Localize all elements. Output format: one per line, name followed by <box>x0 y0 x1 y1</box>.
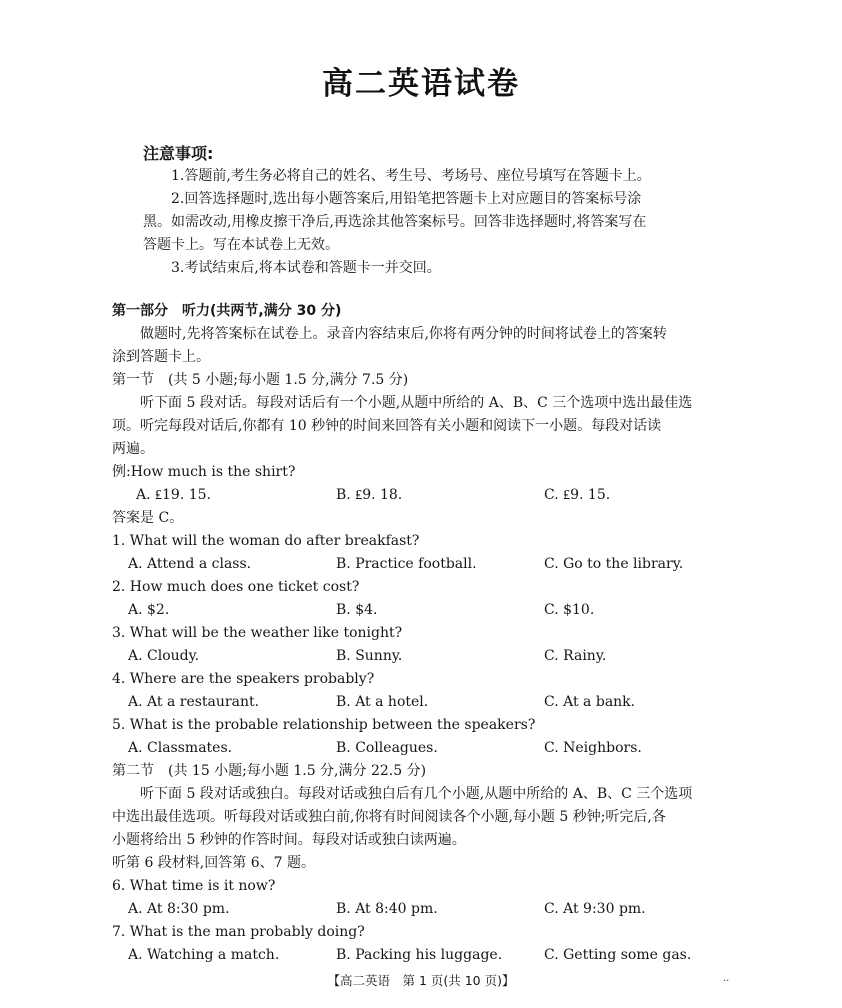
question-2: 2. How much does one ticket cost? <box>112 579 360 595</box>
section1-intro-line: 听下面 5 段对话。每段对话后有一个小题,从题中所给的 A、B、C 三个选项中选出最佳选 <box>140 395 693 411</box>
option-c: C. ₤9. 15. <box>544 487 611 503</box>
material-instruction: 听第 6 段材料,回答第 6、7 题。 <box>112 855 315 871</box>
question-6-options <box>112 898 734 921</box>
option-c: C. At 9:30 pm. <box>544 901 646 917</box>
option-b: B. Sunny. <box>336 648 403 664</box>
exam-body <box>112 300 734 967</box>
instruction-line: 1.答题前,考生务必将自己的姓名、考生号、考场号、座位号填写在答题卡上。 <box>171 168 651 184</box>
question-4-options <box>112 691 734 714</box>
exam-title: 高二英语试卷 <box>322 66 520 102</box>
option-a: A. At 8:30 pm. <box>128 901 230 917</box>
section2-intro-line: 中选出最佳选项。听每段对话或独白前,你将有时间阅读各个小题,每小题 5 秒钟;听完后,各 <box>112 809 666 825</box>
question-3: 3. What will be the weather like tonight? <box>112 625 403 641</box>
option-c: C. $10. <box>544 602 595 618</box>
option-b: B. $4. <box>336 602 378 618</box>
example-question: 例:How much is the shirt? <box>112 464 296 480</box>
option-b: B. ₤9. 18. <box>336 487 403 503</box>
example-answer: 答案是 C。 <box>112 510 184 526</box>
example-options <box>112 484 734 507</box>
instructions-box <box>143 142 733 280</box>
option-c: C. Go to the library. <box>544 556 684 572</box>
section1-heading: 第一节 (共 5 小题;每小题 1.5 分,满分 7.5 分) <box>112 372 409 388</box>
instruction-line: 黑。如需改动,用橡皮擦干净后,再选涂其他答案标号。回答非选择题时,将答案写在 <box>143 214 647 230</box>
question-7: 7. What is the man probably doing? <box>112 924 365 940</box>
option-b: B. Colleagues. <box>336 740 438 756</box>
instruction-line: 答题卡上。写在本试卷上无效。 <box>143 237 339 253</box>
question-1-options <box>112 553 734 576</box>
part1-intro-line: 做题时,先将答案标在试卷上。录音内容结束后,你将有两分钟的时间将试卷上的答案转 <box>140 326 667 342</box>
corner-mark: ·· <box>723 976 730 987</box>
option-c: C. Neighbors. <box>544 740 642 756</box>
option-c: C. Getting some gas. <box>544 947 692 963</box>
option-a: A. $2. <box>128 602 170 618</box>
option-a: A. ₤19. 15. <box>136 487 211 503</box>
option-b: B. Practice football. <box>336 556 477 572</box>
option-c: C. Rainy. <box>544 648 607 664</box>
option-b: B. At 8:40 pm. <box>336 901 438 917</box>
option-b: B. Packing his luggage. <box>336 947 503 963</box>
option-c: C. At a bank. <box>544 694 636 710</box>
section1-intro-line: 两遍。 <box>112 441 154 457</box>
section2-heading: 第二节 (共 15 小题;每小题 1.5 分,满分 22.5 分) <box>112 763 427 779</box>
question-7-options <box>112 944 734 967</box>
question-5: 5. What is the probable relationship between the speakers? <box>112 717 536 733</box>
option-b: B. At a hotel. <box>336 694 429 710</box>
option-a: A. At a restaurant. <box>128 694 260 710</box>
option-a: A. Attend a class. <box>128 556 252 572</box>
question-1: 1. What will the woman do after breakfast? <box>112 533 420 549</box>
section1-intro-line: 项。听完每段对话后,你都有 10 秒钟的时间来回答有关小题和阅读下一小题。每段对话读 <box>112 418 662 434</box>
question-6: 6. What time is it now? <box>112 878 276 894</box>
section2-intro-line: 小题将给出 5 秒钟的作答时间。每段对话或独白读两遍。 <box>112 832 466 848</box>
question-2-options <box>112 599 734 622</box>
instructions-heading: 注意事项: <box>143 144 214 163</box>
question-3-options <box>112 645 734 668</box>
instruction-line: 3.考试结束后,将本试卷和答题卡一并交回。 <box>171 260 441 276</box>
question-4: 4. Where are the speakers probably? <box>112 671 375 687</box>
instruction-line: 2.回答选择题时,选出每小题答案后,用铅笔把答题卡上对应题目的答案标号涂 <box>171 191 642 207</box>
option-a: A. Watching a match. <box>128 947 280 963</box>
section2-intro-line: 听下面 5 段对话或独白。每段对话或独白后有几个小题,从题中所给的 A、B、C 三个选项 <box>140 786 693 802</box>
option-a: A. Classmates. <box>128 740 233 756</box>
part1-heading: 第一部分 听力(共两节,满分 30 分) <box>112 303 342 319</box>
option-a: A. Cloudy. <box>128 648 200 664</box>
question-5-options <box>112 737 734 760</box>
page-footer: 【高二英语 第 1 页(共 10 页)】 <box>327 973 515 988</box>
part1-intro-line: 涂到答题卡上。 <box>112 349 210 365</box>
